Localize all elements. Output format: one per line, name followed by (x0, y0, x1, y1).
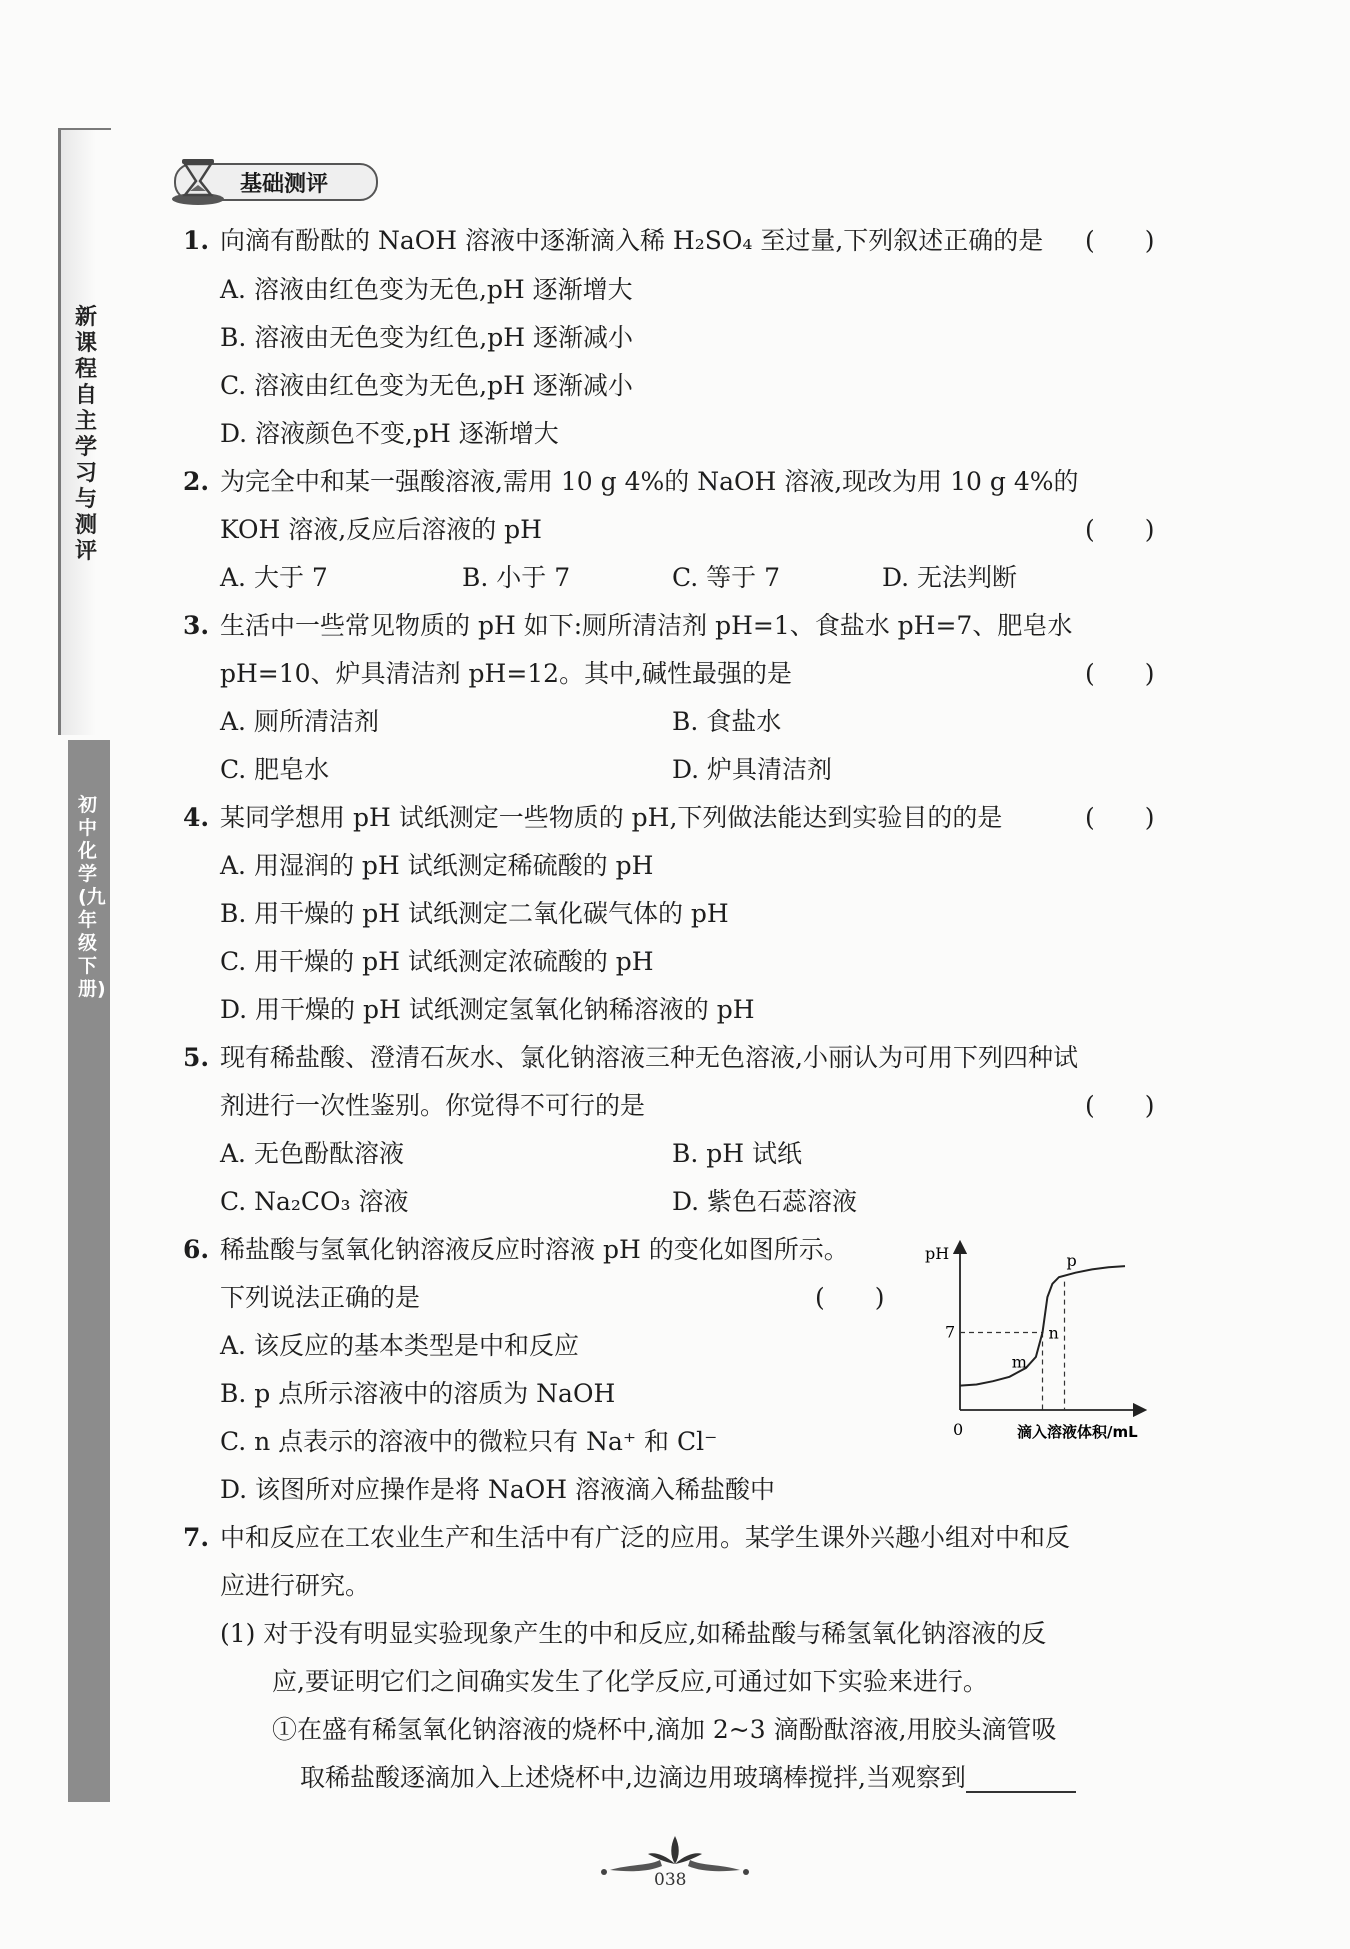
q2-option-a: A. 大于 7 (220, 563, 328, 592)
chart-ph-curve (960, 1266, 1125, 1386)
page-number: 038 (654, 1870, 687, 1890)
chart-origin-label: 0 (953, 1420, 964, 1439)
q4-answer-paren: ( ) (1085, 803, 1155, 832)
q1-option-d: D. 溶液颜色不变,pH 逐渐增大 (220, 419, 559, 448)
q2-option-b: B. 小于 7 (462, 563, 571, 592)
q3-number: 3. (183, 611, 210, 640)
q1-option-c: C. 溶液由红色变为无色,pH 逐渐减小 (220, 371, 633, 400)
q6-option-a: A. 该反应的基本类型是中和反应 (220, 1331, 579, 1360)
q2-number: 2. (183, 467, 210, 496)
q1-answer-paren: ( ) (1085, 226, 1155, 255)
q3-stem-line2: pH=10、炉具清洁剂 pH=12。其中,碱性最强的是 (220, 659, 793, 688)
q3-stem-line1: 生活中一些常见物质的 pH 如下:厕所清洁剂 pH=1、食盐水 pH=7、肥皂水 (220, 611, 1073, 640)
q2-stem-line2: KOH 溶液,反应后溶液的 pH (220, 515, 542, 544)
chart-point-n-label: n (1048, 1323, 1059, 1343)
q7-number: 7. (183, 1523, 210, 1552)
ph-titration-chart (915, 1235, 1175, 1450)
section-header (168, 155, 378, 201)
hourglass-icon (168, 155, 228, 207)
q7-sub1-step1-line2 (300, 1763, 1076, 1793)
q3-option-c: C. 肥皂水 (220, 755, 330, 784)
q7-sub1-step1-line2-text: 取稀盐酸逐滴加入上述烧杯中,边滴边用玻璃棒搅拌,当观察到 (300, 1763, 966, 1792)
q4-number: 4. (183, 803, 210, 832)
q6-option-b: B. p 点所示溶液中的溶质为 NaOH (220, 1379, 616, 1408)
q3-option-d: D. 炉具清洁剂 (672, 755, 833, 784)
q4-option-a: A. 用湿润的 pH 试纸测定稀硫酸的 pH (220, 851, 654, 880)
q6-option-c: C. n 点表示的溶液中的微粒只有 Na⁺ 和 Cl⁻ (220, 1427, 718, 1456)
q2-option-d: D. 无法判断 (882, 563, 1018, 592)
q5-answer-paren: ( ) (1085, 1091, 1155, 1120)
q2-stem-line1: 为完全中和某一强酸溶液,需用 10 g 4%的 NaOH 溶液,现改为用 10 g 4%的 (220, 467, 1079, 496)
q2-option-c: C. 等于 7 (672, 563, 780, 592)
chart-point-m-label: m (1011, 1352, 1027, 1372)
q3-option-a: A. 厕所清洁剂 (220, 707, 379, 736)
q4-stem: 某同学想用 pH 试纸测定一些物质的 pH,下列做法能达到实验目的的是 (220, 803, 1003, 832)
chart-point-p-label: p (1066, 1250, 1077, 1270)
side-tab-bottom-text: 初中化学(九年级下册) (78, 794, 106, 1000)
side-tab-top-text: 新课程自主学习与测评 (75, 305, 98, 564)
q7-stem-line1: 中和反应在工农业生产和生活中有广泛的应用。某学生课外兴趣小组对中和反 (220, 1523, 1071, 1552)
q5-option-c: C. Na₂CO₃ 溶液 (220, 1187, 409, 1216)
q3-answer-paren: ( ) (1085, 659, 1155, 688)
chart-y-tick-7: 7 (945, 1322, 956, 1342)
q5-stem-line2: 剂进行一次性鉴别。你觉得不可行的是 (220, 1091, 646, 1120)
q3-option-b: B. 食盐水 (672, 707, 782, 736)
q6-number: 6. (183, 1235, 210, 1264)
q6-stem-line2: 下列说法正确的是 (220, 1283, 421, 1312)
q6-answer-paren: ( ) (815, 1283, 885, 1312)
side-tab-top (58, 128, 111, 735)
q1-option-b: B. 溶液由无色变为红色,pH 逐渐减小 (220, 323, 633, 352)
q7-sub1-line2: 应,要证明它们之间确实发生了化学反应,可通过如下实验来进行。 (272, 1667, 988, 1696)
q1-number: 1. (183, 226, 210, 255)
q5-option-b: B. pH 试纸 (672, 1139, 803, 1168)
q7-answer-blank[interactable] (966, 1767, 1076, 1793)
q5-option-d: D. 紫色石蕊溶液 (672, 1187, 858, 1216)
q6-option-d: D. 该图所对应操作是将 NaOH 溶液滴入稀盐酸中 (220, 1475, 776, 1504)
q5-option-a: A. 无色酚酞溶液 (220, 1139, 404, 1168)
section-title: 基础测评 (240, 172, 329, 197)
side-tab-bottom (68, 740, 110, 1802)
chart-y-label: pH (925, 1244, 950, 1263)
q1-stem: 向滴有酚酞的 NaOH 溶液中逐渐滴入稀 H₂SO₄ 至过量,下列叙述正确的是 (220, 226, 1044, 255)
chart-x-label: 滴入溶液体积/mL (1017, 1423, 1138, 1441)
q6-stem-line1: 稀盐酸与氢氧化钠溶液反应时溶液 pH 的变化如图所示。 (220, 1235, 849, 1264)
q2-answer-paren: ( ) (1085, 515, 1155, 544)
q4-option-c: C. 用干燥的 pH 试纸测定浓硫酸的 pH (220, 947, 654, 976)
q7-stem-line2: 应进行研究。 (220, 1571, 371, 1600)
q5-number: 5. (183, 1043, 210, 1072)
q5-stem-line1: 现有稀盐酸、澄清石灰水、氯化钠溶液三种无色溶液,小丽认为可用下列四种试 (220, 1043, 1078, 1072)
q1-option-a: A. 溶液由红色变为无色,pH 逐渐增大 (220, 275, 633, 304)
q7-sub1-line1: (1) 对于没有明显实验现象产生的中和反应,如稀盐酸与稀氢氧化钠溶液的反 (220, 1619, 1047, 1648)
q4-option-d: D. 用干燥的 pH 试纸测定氢氧化钠稀溶液的 pH (220, 995, 755, 1024)
q4-option-b: B. 用干燥的 pH 试纸测定二氧化碳气体的 pH (220, 899, 729, 928)
q7-sub1-step1-line1: ①在盛有稀氢氧化钠溶液的烧杯中,滴加 2~3 滴酚酞溶液,用胶头滴管吸 (272, 1715, 1057, 1744)
